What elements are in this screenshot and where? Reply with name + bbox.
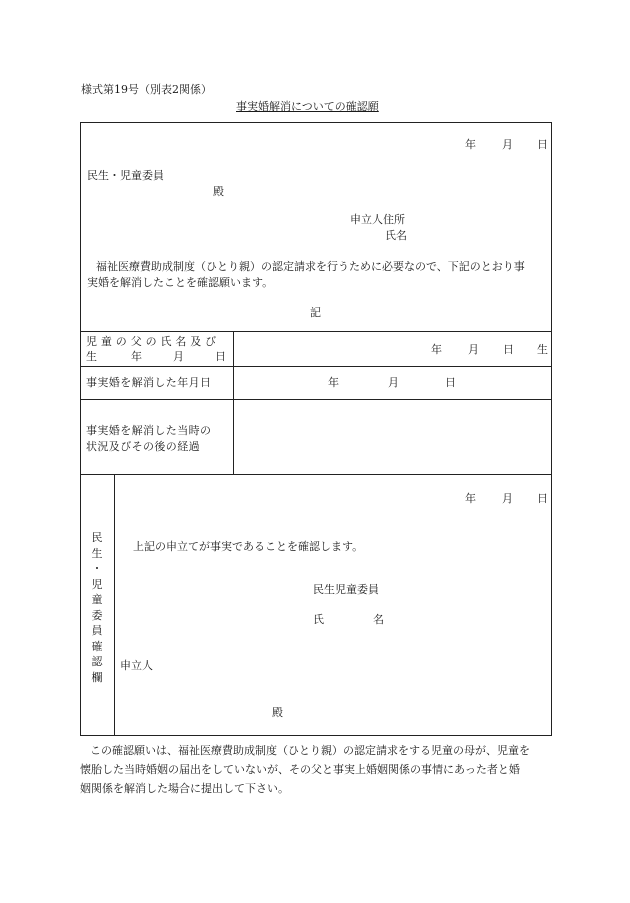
dissolution-month: 月	[388, 376, 399, 389]
vertical-title-char: 欄	[91, 670, 103, 684]
father-birth-suffix: 生	[537, 343, 548, 356]
confirmation-column-divider	[114, 474, 115, 736]
vertical-title-char: 生	[91, 546, 103, 560]
commissioner-name-label-b: 名	[373, 613, 384, 626]
request-date-year: 年	[465, 138, 476, 151]
table-border-right	[551, 122, 552, 736]
request-body-line1: 福祉医療費助成制度（ひとり親）の認定請求を行うために必要なので、下記のとおり事	[96, 260, 525, 273]
dissolution-year: 年	[328, 376, 339, 389]
table-border-bottom	[80, 735, 552, 736]
footer-line1: この確認願いは、福祉医療費助成制度（ひとり親）の認定請求をする児童の母が、児童を	[90, 744, 530, 757]
label-column-divider	[233, 331, 234, 475]
vertical-title-char: 児	[91, 577, 103, 591]
row-divider-3	[80, 399, 552, 400]
document-title: 事実婚解消についての確認願	[236, 100, 379, 113]
vertical-title-char: 認	[91, 655, 103, 668]
applicant-address-label: 申立人住所	[350, 213, 405, 226]
confirmation-honorific: 殿	[272, 706, 283, 719]
situation-label-line1: 事実婚を解消した当時の	[86, 424, 212, 437]
table-border-top	[80, 122, 552, 123]
father-birth-month: 月	[468, 343, 479, 356]
applicant-name-label: 氏名	[385, 229, 407, 242]
dissolution-day: 日	[445, 376, 456, 389]
father-label-line2-b: 年	[131, 350, 142, 363]
request-body-line2: 実婚を解消したことを確認願います。	[87, 276, 274, 289]
father-label-line1: 児 童 の 父 の 氏 名 及 び	[86, 335, 217, 348]
vertical-title-char: 員	[91, 624, 103, 637]
addressee-honorific: 殿	[213, 185, 224, 198]
row-divider-4	[80, 474, 552, 475]
vertical-title-char: 民	[91, 531, 103, 544]
confirmation-date-month: 月	[502, 492, 513, 505]
confirmation-vertical-title	[81, 530, 113, 685]
footer-line3: 姻関係を解消した場合に提出して下さい。	[80, 782, 289, 795]
ki-mark: 記	[310, 306, 321, 319]
father-label-line2-a: 生	[86, 350, 97, 363]
footer-line2: 懐胎した当時婚姻の届出をしていないが、その父と事実上婚姻関係の事情にあった者と婚	[80, 763, 520, 776]
row-divider-2	[80, 366, 552, 367]
confirmation-applicant-label: 申立人	[120, 659, 153, 672]
dissolution-date-label: 事実婚を解消した年月日	[86, 376, 212, 389]
addressee: 民生・児童委員	[87, 169, 164, 182]
situation-label-line2: 状況及びその後の経過	[86, 440, 200, 453]
confirmation-statement: 上記の申立てが事実であることを確認します。	[133, 540, 364, 553]
form-number: 様式第19号（別表2関係）	[81, 83, 212, 96]
father-label-line2-c: 月	[173, 350, 184, 363]
row-divider-1	[80, 331, 552, 332]
vertical-title-char: 委	[91, 608, 103, 622]
request-date-month: 月	[502, 138, 513, 151]
confirmation-date-day: 日	[537, 492, 548, 505]
father-birth-year: 年	[431, 343, 442, 356]
father-birth-day: 日	[503, 343, 514, 356]
father-label-line2-d: 日	[215, 350, 226, 363]
confirmation-date-year: 年	[465, 492, 476, 505]
vertical-title-char: ・	[91, 562, 103, 575]
vertical-title-char: 童	[91, 593, 103, 606]
commissioner-name-label-a: 氏	[313, 613, 324, 626]
commissioner-label: 民生児童委員	[313, 583, 379, 596]
request-date-day: 日	[537, 138, 548, 151]
vertical-title-char: 確	[91, 639, 103, 653]
